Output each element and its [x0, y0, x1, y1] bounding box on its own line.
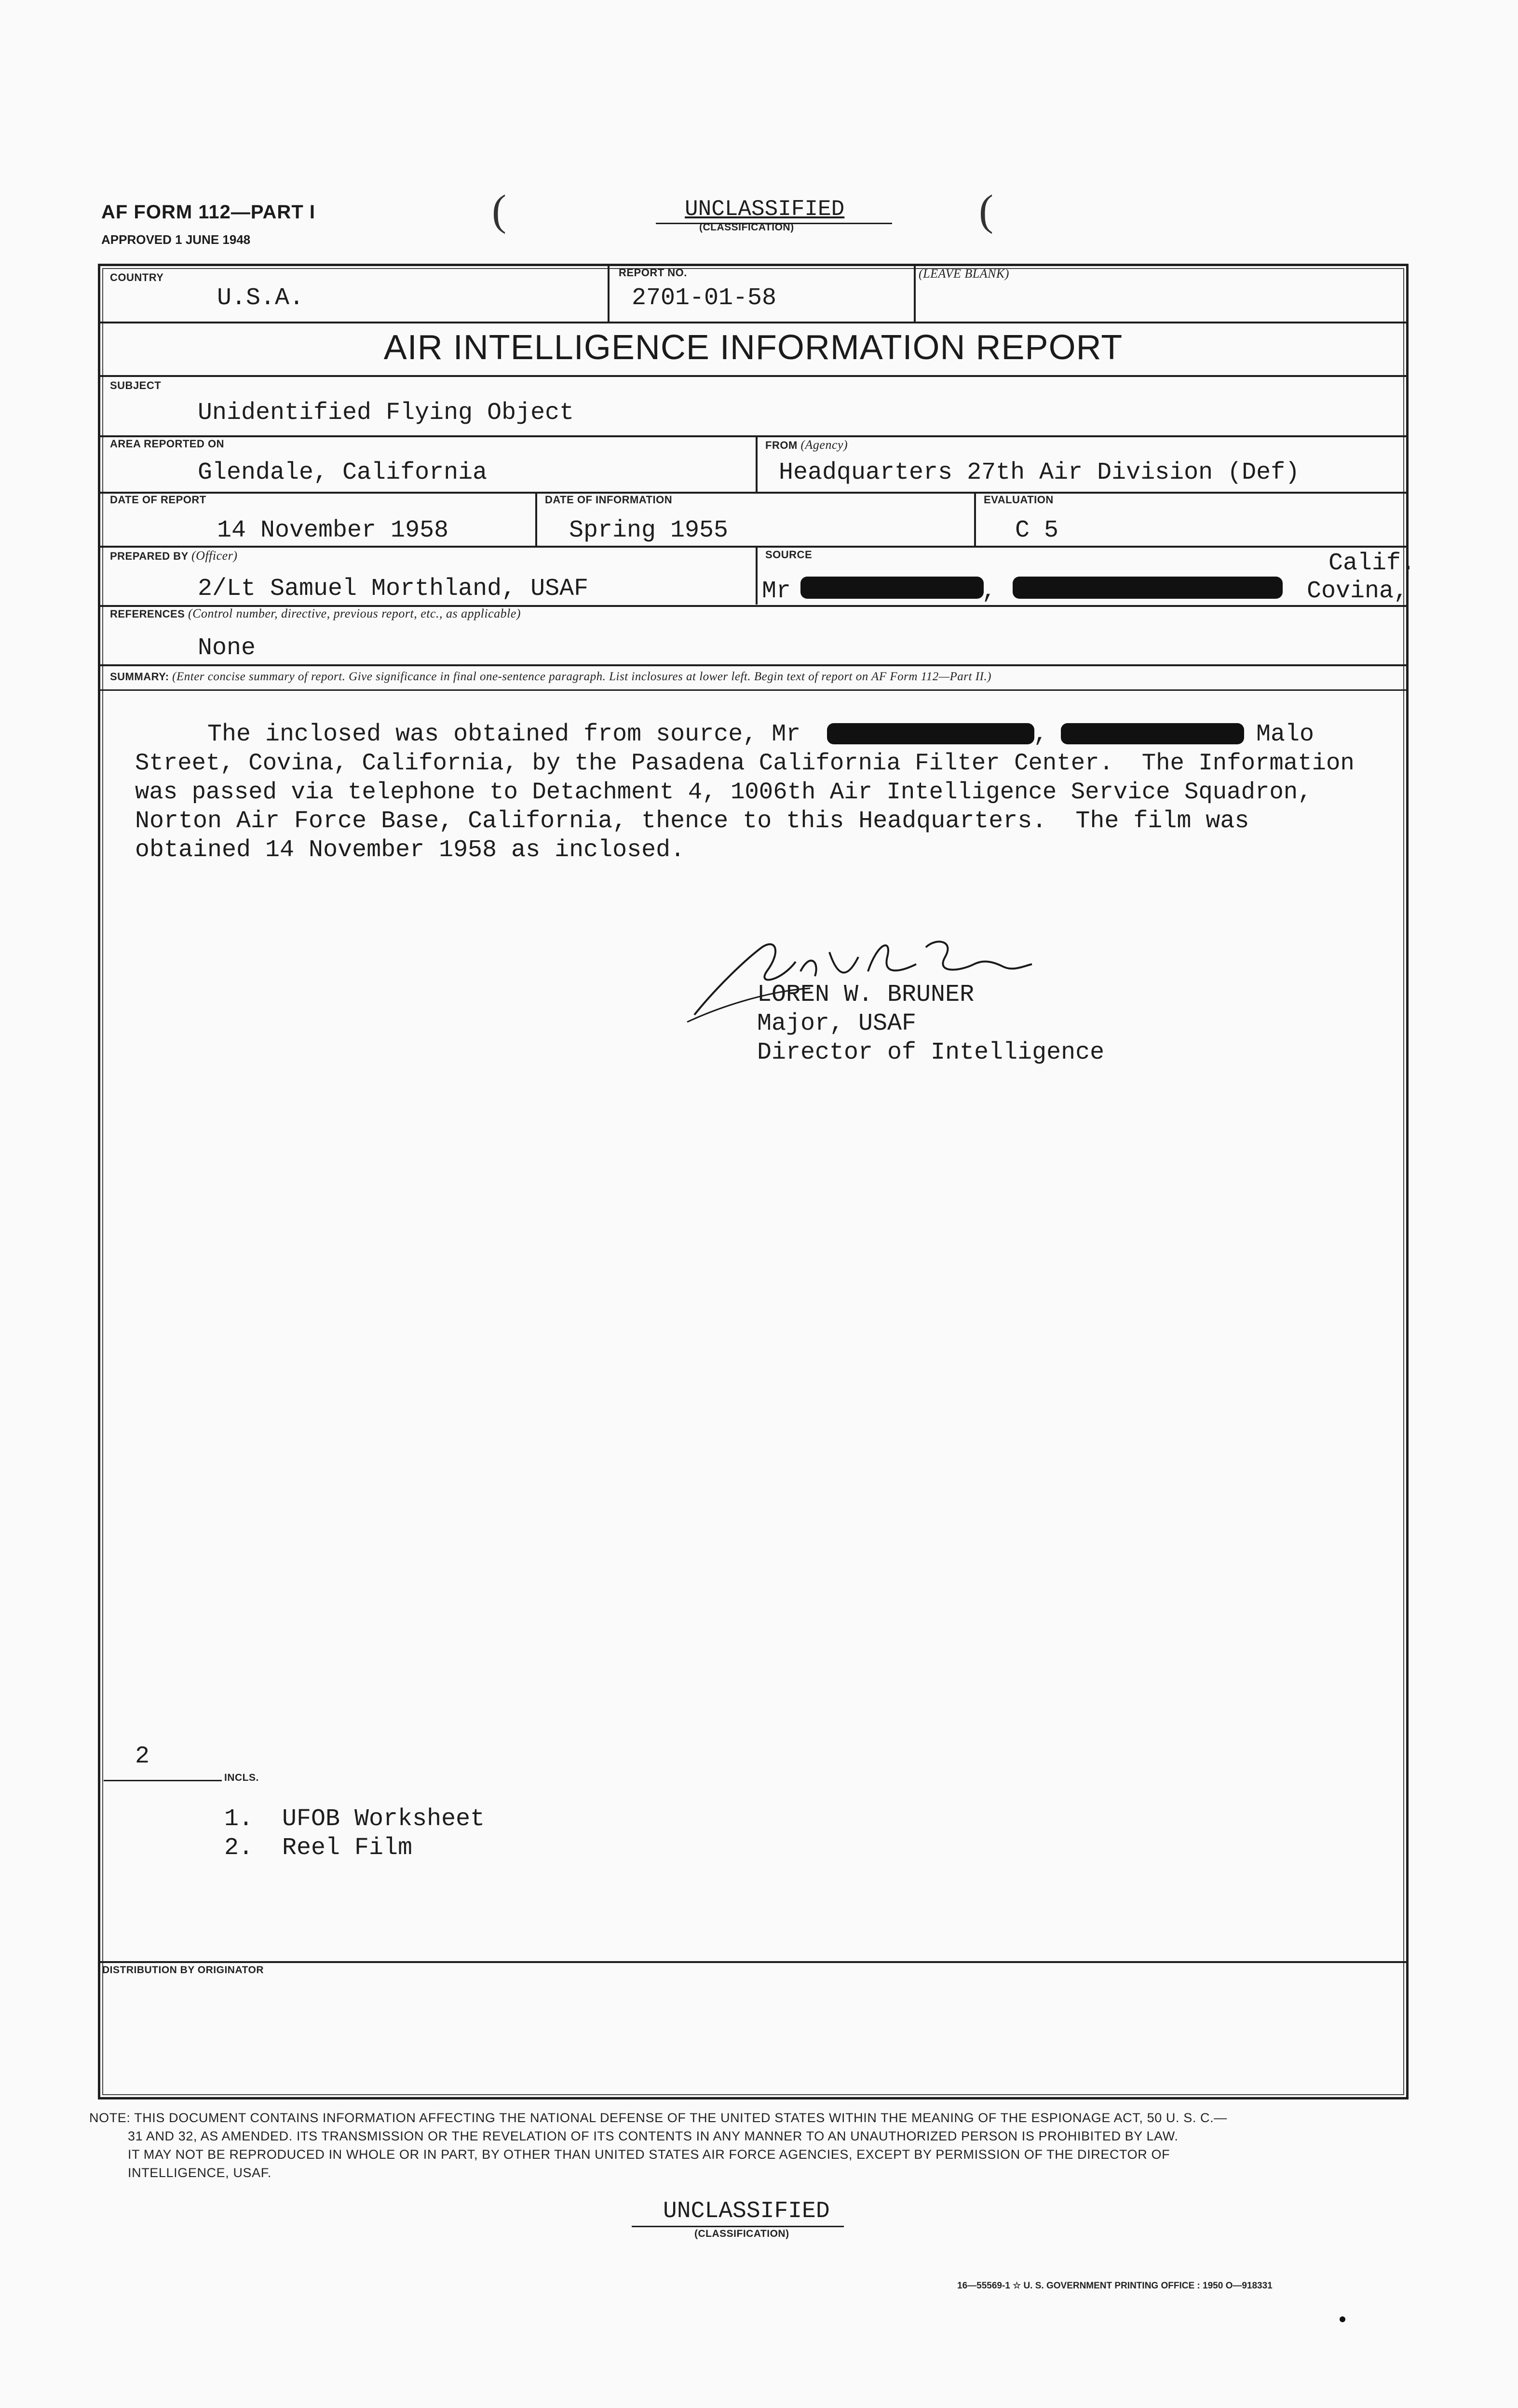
classification-bottom-caption: (CLASSIFICATION) [694, 2228, 789, 2239]
subject-label: SUBJECT [110, 379, 162, 391]
paren-right: ( [979, 187, 993, 234]
notice-line-1: NOTE: THIS DOCUMENT CONTAINS INFORMATION AFFECTING THE NATIONAL DEFENSE OF THE UNITED STATES WITHIN THE MEANING OF THE ESPIONAGE ACT, 50 U. S. C.— [89, 2111, 1227, 2125]
printing-office-line: 16—55569-1 ☆ U. S. GOVERNMENT PRINTING OFFICE : 1950 O—918331 [957, 2281, 1273, 2291]
prepared-value: 2/Lt Samuel Morthland, USAF [198, 575, 589, 603]
form-id: AF FORM 112—PART I [101, 202, 315, 223]
classification-bottom: UNCLASSIFIED [663, 2198, 830, 2224]
signature-rank: Major, USAF [757, 1010, 917, 1037]
source-calif: Calif. [1328, 550, 1416, 577]
incl-item-1: 1. UFOB Worksheet [224, 1805, 485, 1833]
report-title: AIR INTELLIGENCE INFORMATION REPORT [383, 328, 1123, 367]
date-info-label: DATE OF INFORMATION [545, 494, 673, 506]
paren-left: ( [492, 187, 506, 234]
from-label-text: FROM [765, 439, 798, 451]
notice-line-4: INTELLIGENCE, USAF. [128, 2166, 271, 2180]
references-note: (Control number, directive, previous report, etc., as applicable) [188, 606, 521, 620]
body-line-3: was passed via telephone to Detachment 4, 1006th Air Intelligence Service Squadron, [135, 779, 1312, 806]
notice-line-2: 31 AND 32, AS AMENDED. ITS TRANSMISSION OR THE REVELATION OF ITS CONTENTS IN ANY MANNER TO AN UNAUTHORIZED PERSON IS PROHIBITED BY LAW. [128, 2129, 1179, 2143]
body-redaction-address [1061, 723, 1244, 744]
incls-count: 2 [135, 1743, 150, 1770]
date-report-label: DATE OF REPORT [110, 494, 206, 506]
source-prefix: Mr [762, 578, 791, 605]
area-value: Glendale, California [198, 459, 488, 486]
body-line-1: The inclosed was obtained from source, Mr [135, 721, 801, 748]
distribution-label: DISTRIBUTION BY ORIGINATOR [102, 1964, 264, 1976]
body-line-4: Norton Air Force Base, California, thence to this Headquarters. The film was [135, 807, 1249, 835]
country-value: U.S.A. [217, 284, 304, 312]
body-comma: , [1033, 721, 1048, 748]
from-agency-note: (Agency) [800, 438, 848, 452]
prepared-officer-note: (Officer) [191, 549, 238, 563]
subject-value: Unidentified Flying Object [198, 399, 574, 427]
report-no-label: REPORT NO. [619, 267, 687, 279]
body-redaction-name [827, 723, 1034, 744]
summary-label [110, 670, 991, 684]
signature-name: LOREN W. BRUNER [757, 981, 975, 1009]
prepared-label-text: PREPARED BY [110, 550, 189, 562]
classification-bottom-rule [632, 2226, 844, 2227]
stray-mark [1340, 2316, 1345, 2322]
classification-top-caption: (CLASSIFICATION) [699, 222, 794, 233]
source-comma: , [982, 578, 997, 605]
source-covina: Covina, [1307, 578, 1409, 605]
date-report-value: 14 November 1958 [217, 517, 449, 544]
body-line-5: obtained 14 November 1958 as inclosed. [135, 836, 685, 864]
incl-item-2: 2. Reel Film [224, 1834, 413, 1862]
incls-label: INCLS. [224, 1772, 259, 1783]
area-label: AREA REPORTED ON [110, 438, 224, 450]
from-label [765, 438, 848, 452]
references-value: None [198, 634, 256, 662]
incls-rule [104, 1780, 222, 1781]
notice-line-3: IT MAY NOT BE REPRODUCED IN WHOLE OR IN PART, BY OTHER THAN UNITED STATES AIR FORCE AGENCIES, EXCEPT BY PERMISSION OF THE DIRECTOR OF [128, 2147, 1170, 2162]
source-label: SOURCE [765, 549, 813, 561]
source-redaction-address [1013, 577, 1283, 599]
body-line-2: Street, Covina, California, by the Pasadena California Filter Center. The Information [135, 750, 1355, 777]
prepared-label [110, 549, 237, 563]
body-line-1-tail: Malo [1256, 721, 1315, 748]
signature-title: Director of Intelligence [757, 1039, 1105, 1066]
approved-date: APPROVED 1 JUNE 1948 [101, 232, 251, 247]
classification-top: UNCLASSIFIED [685, 197, 845, 222]
references-label-text: REFERENCES [110, 608, 185, 620]
country-label: COUNTRY [110, 271, 164, 283]
evaluation-value: C 5 [1015, 517, 1059, 544]
source-redaction-name [800, 577, 984, 599]
summary-note: (Enter concise summary of report. Give significance in final one-sentence paragraph. List inclosures at lower left. Begin text of report on AF Form 112—Part II.) [172, 670, 991, 683]
date-info-value: Spring 1955 [569, 517, 729, 544]
summary-label-text: SUMMARY: [110, 671, 169, 683]
from-value: Headquarters 27th Air Division (Def) [779, 459, 1300, 486]
report-no-value: 2701-01-58 [632, 284, 777, 312]
leave-blank-label: (LEAVE BLANK) [919, 267, 1009, 281]
references-label [110, 606, 521, 621]
evaluation-label: EVALUATION [984, 494, 1054, 506]
